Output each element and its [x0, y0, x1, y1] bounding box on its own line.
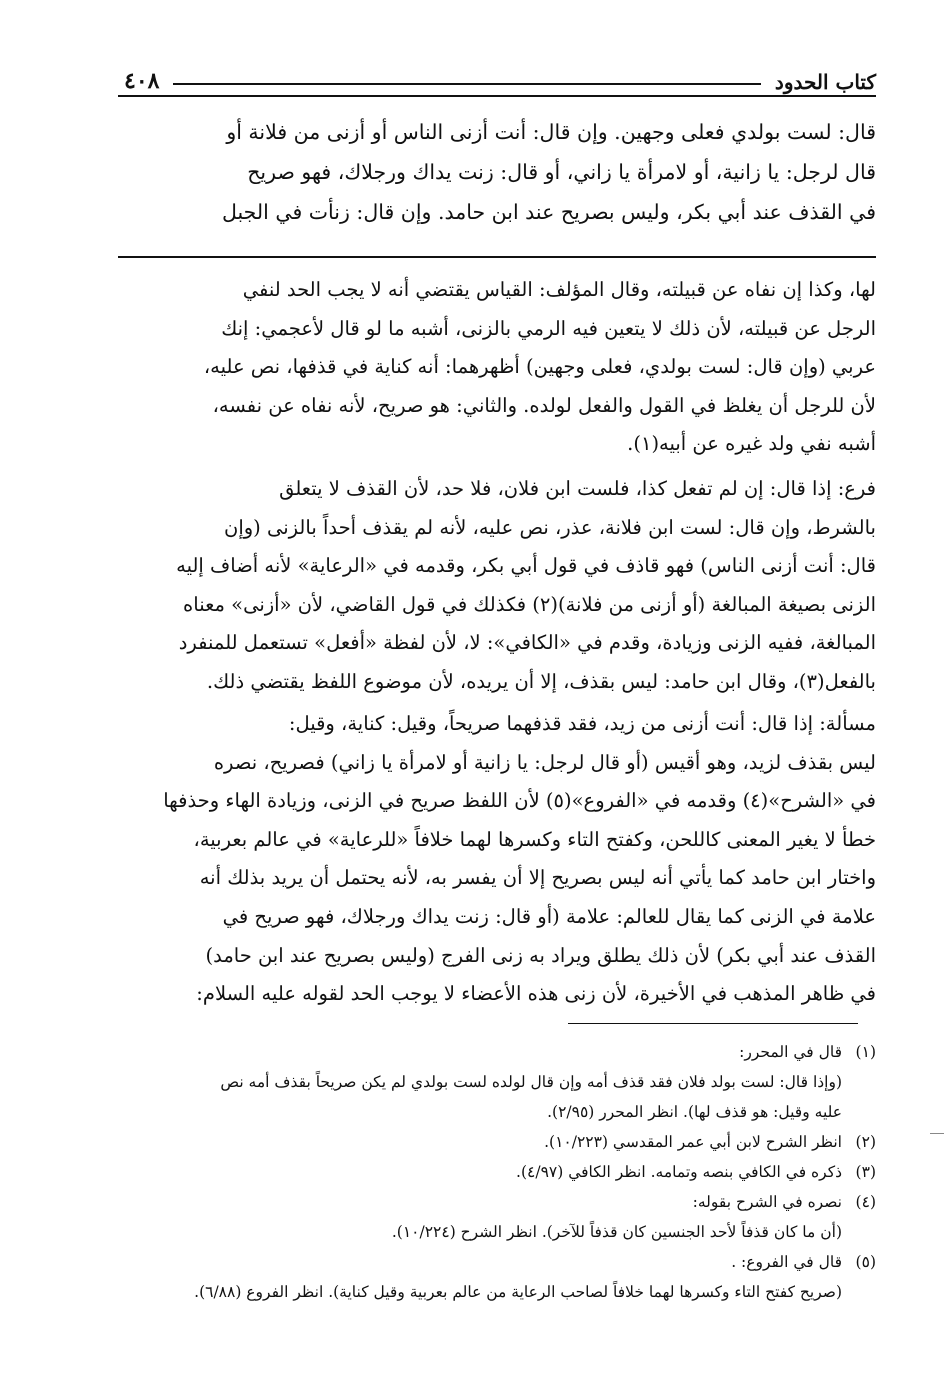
commentary-line: عربي (وإن قال: لست بولدي، فعلى وجهين) أظهرهما: أنه كناية في قذفها، نص عليه، — [203, 355, 876, 379]
footnote-text: عليه وقيل: هو قذف لها). انظر المحرر (٢/٩٥). — [547, 1103, 842, 1121]
footnote-number: (٥) — [855, 1253, 876, 1271]
commentary-paragraph-1 — [118, 271, 876, 464]
commentary-line: المبالغة، ففيه الزنى وزيادة، وقدم في «الكافي»: لا، لأن لفظة «أفعل» تستعمل للمنفرد — [178, 631, 876, 655]
header-rule — [118, 95, 876, 97]
commentary-paragraph-2 — [118, 470, 876, 702]
commentary-line: بالشرط، وإن قال: لست ابن فلانة، عذر، نص عليه، لأنه لم يقذف أحداً بالزنى (وإن — [224, 515, 876, 539]
matn-line: في القذف عند أبي بكر، وليس بصريح عند ابن حامد. وإن قال: زنأت في الجبل — [221, 200, 876, 224]
footnote-number: (٤) — [855, 1193, 876, 1211]
footnote-text: (أن ما كان قذفاً لأحد الجنسين كان قذفاً للآخر). انظر الشرح (١٠/٢٢٤). — [391, 1223, 842, 1241]
commentary-line: في ظاهر المذهب في الأخيرة، لأن زنى هذه الأعضاء لا يوجب الحد لقوله عليه السلام: — [196, 982, 876, 1006]
commentary-line: واختار ابن حامد كما يأتي أنه ليس بصريح إلا أن يفسر به، لأنه يحتمل أن يريد بذلك أنه — [199, 866, 876, 890]
footnote-text: انظر الشرح لابن أبي عمر المقدسي (١٠/٢٢٣). — [544, 1133, 842, 1151]
commentary-line: القذف عند أبي بكر) لأن ذلك يطلق ويراد به زنى الفرج (وليس بصريح عند ابن حامد) — [205, 943, 876, 967]
footnote-4 — [118, 1187, 876, 1217]
footnote-1-line — [118, 1067, 876, 1097]
commentary-line: الرجل عن قبيلته، لأن ذلك لا يتعين فيه الرمي بالزنى، أشبه ما لو قال لأعجمي: إنك — [221, 316, 876, 340]
matn-divider — [118, 256, 876, 258]
scan-edge-mark — [930, 1133, 944, 1134]
commentary-paragraph-3 — [118, 705, 876, 1014]
footnote-text: (صريح كفتح التاء وكسرها لهما خلافاً لصاحب الرعاية من عالم بعربية وقيل كناية). انظر الفروع (٦/٨٨). — [194, 1283, 842, 1301]
commentary-line: فرع: إذا قال: إن لم تفعل كذا، فلست ابن فلان، فلا حد، لأن القذف لا يتعلق — [279, 477, 876, 500]
page-number: ٤٠٨ — [124, 68, 160, 94]
matn-line: قال لرجل: يا زانية، أو لامرأة يا زاني، أو قال: زنت يداك ورجلاك، فهو صريح — [247, 160, 876, 184]
commentary-line: في «الشرح»(٤) وقدمه في «الفروع»(٥) لأن اللفظ صريح في الزنى، وزيادة الهاء وحذفها — [163, 789, 876, 813]
footnote-1-line — [118, 1097, 876, 1127]
page-header — [124, 58, 876, 94]
book-title: كتاب الحدود — [774, 70, 876, 94]
commentary-line: لها، وكذا إن نفاه عن قبيلته، وقال المؤلف: القياس يقتضي أنه لا يجب الحد لنفي — [242, 278, 876, 301]
matn-line: قال: لست بولدي فعلى وجهين. وإن قال: أنت أزنى الناس أو أزنى من فلانة أو — [226, 120, 876, 144]
footnote-2 — [118, 1127, 876, 1157]
footnote-text: (وإذا قال: لست بولد فلان فقد قذف أمه وإن قال لولده لست بولدي لم يكن صريحاً بقذف أمه نص — [220, 1073, 842, 1091]
matn-text — [118, 112, 876, 232]
footnote-3 — [118, 1157, 876, 1187]
footnote-4-line — [118, 1217, 876, 1247]
commentary-line: علامة في الزنى كما يقال للعالم: علامة (أو قال: زنت يداك ورجلاك، فهو صريح في — [222, 904, 876, 928]
commentary-line: ليس بقذف لزيد، وهو أقيس (أو قال لرجل: يا زانية أو لامرأة يا زاني) فصريح، نصره — [213, 750, 876, 774]
commentary-line: أشبه نفي ولد غيره عن أبيه(١). — [627, 432, 876, 456]
footnote-number: (٣) — [855, 1163, 876, 1181]
footnote-text: قال في المحرر: — [739, 1043, 842, 1061]
footnote-divider — [568, 1023, 858, 1024]
header-leader-line — [173, 83, 760, 85]
commentary-line: قال: أنت أزنى الناس) فهو قاذف في قول أبي بكر، وقدمه في «الرعاية» لأنه أضاف إليه — [176, 554, 876, 578]
footnote-5-line — [118, 1277, 876, 1307]
footnote-text: قال في الفروع: . — [731, 1253, 842, 1271]
footnote-5 — [118, 1247, 876, 1277]
footnote-text: ذكره في الكافي بنصه وتمامه. انظر الكافي (٤/٩٧). — [516, 1163, 842, 1181]
commentary-line: خطأ لا يغير المعنى كاللحن، وكفتح التاء وكسرها لهما خلافاً «للرعاية» في عالم بعربية، — [193, 827, 876, 851]
footnotes — [118, 1037, 876, 1307]
commentary-line: بالفعل(٣)، وقال ابن حامد: ليس بقذف، إلا أن يريده، لأن موضوع اللفظ يقتضي ذلك. — [206, 669, 876, 693]
footnote-number: (١) — [855, 1043, 876, 1061]
commentary-line: مسألة: إذا قال: أنت أزنى من زيد، فقد قذفهما صريحاً، وقيل: كناية، وقيل: — [288, 712, 876, 735]
footnote-number: (٢) — [855, 1133, 876, 1151]
commentary-line: لأن للرجل أن يغلظ في القول والفعل لولده. والثاني: هو صريح، لأنه نفاه عن نفسه، — [212, 393, 876, 417]
footnote-text: نصره في الشرح بقوله: — [692, 1193, 842, 1211]
footnote-1 — [118, 1037, 876, 1067]
commentary-line: الزنى بصيغة المبالغة (أو أزنى من فلانة)(٢) فكذلك في قول القاضي، لأن «أزنى» معناه — [183, 592, 876, 616]
